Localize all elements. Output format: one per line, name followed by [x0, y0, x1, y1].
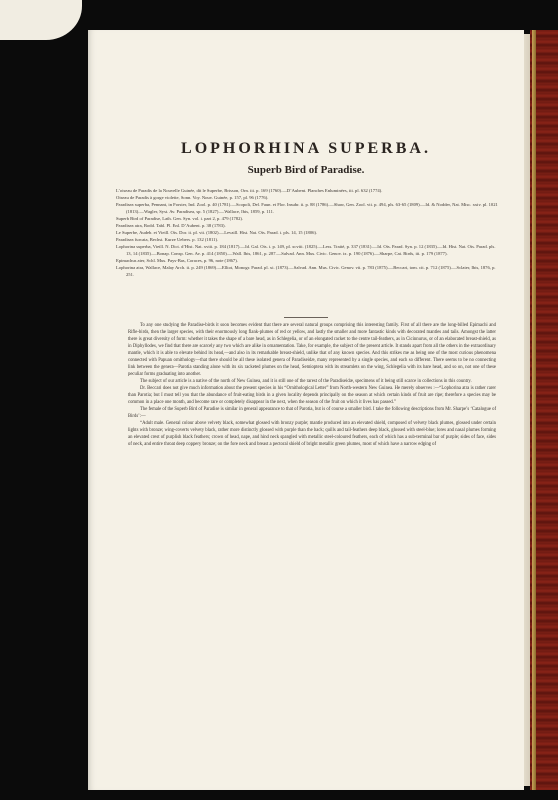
body-paragraph: The female of the Superb Bird of Paradise is similar in general appearance to that of Parotia, but is of course a smaller bird. I take the following descriptions from Mr. Sharpe’s ‘Catalogue of Birds’:— — [128, 407, 496, 419]
body-paragraph: The subject of our article is a native of the north of New Guinea, and it is still one of the rarest of the Paradiseidæ, specimens of it being still scarce in collections in this country. — [140, 379, 472, 384]
page-title: LOPHORHINA SUPERBA. — [181, 140, 431, 157]
page-subtitle: Superb Bird of Paradise. — [247, 164, 365, 176]
synonymy-entry: Paradisea superba, Pennant, in Forster, Ind. Zool. p. 40 (1781).—Scopoli, Del. Faun. et Flor. Insubr. ii. p. 88 (1786).—Shaw, Gen. Zool. vii. p. 494, pls. 63-65 (1809).—Id. & Nodder, Nat. Misc. xxiv. pl. 1021 (1813).—Wagler, Syst. Av. Paradisea, sp. 5 (1827).—Wallace, Ibis, 1859, p. 111. — [116, 202, 498, 214]
synonymy-entry: Superb Bird of Paradise, Lath. Gen. Syn. vol. i. part 2, p. 479 (1782). — [116, 216, 244, 221]
book-page — [88, 30, 524, 790]
body-paragraph: “Adult male. General colour above velvety black, somewhat glossed with bronzy purple; mantle produced into an elevated shield, composed of velvety black plumes, glossed under certain lights with bronze; wing-coverts velvety black, rather more distinctly glossed with purple than the back; quills and tail-feathers deep black, glossed with steel-blue; lores and nasal plumes forming an elevated crest of purplish black feathers; crown of head, nape, and hind neck spangled with metallic steel-coloured feathers, each of which has a sub-terminal bar of purple; sides of face, sides of neck, and entire throat deep coppery bronze; on the fore neck and breast a pectoral shield of bright metallic green plumes, most of which have a narrow edging of — [128, 421, 496, 447]
book-cover-edge — [530, 30, 558, 790]
synonymy-entry: Le Superbe, Audeb. et Vieill. Ois. Dor. ii. pl. vii. (1802).—Levaill. Hist. Nat. Ois. Parad. i. pls. 14, 15 (1806). — [116, 230, 318, 235]
synonymy-entry: Lophorina atra, Wallace, Malay Arch. ii. p. 249 (1869).—Elliot, Monogr. Parad. pl. xi. (1873).—Salvad. Ann. Mus. Civic. Genov. vii. p. 783 (1875).—Beccari, tom. cit. p. 712 (1875).—Sclater, Ibis, 1876, p. 251. — [116, 265, 496, 277]
page-content — [88, 30, 524, 790]
synonymy-entry: Lophorina superba, Vieill. N. Dict. d’Hist. Nat. xviii. p. 184 (1817).—Id. Gal. Ois. i. p. 149, pl. xcviii. (1825).—Less. Traité, p. 337 (1831).—Id. Ois. Parad. Syn. p. 12 (1835).—Id. Hist. Nat. Ois. Parad. pls. 13, 14 (1835).—Bonap. Consp. Gen. Av. p. 414 (1850).—Wall. Ibis, 1861, p. 287.—Salvad. Ann. Mus. Civic. Genov. ix. p. 190 (1876).—Sharpe, Cat. Birds, iii. p. 179 (1877). — [116, 244, 496, 256]
article-body — [128, 322, 496, 448]
body-paragraph: To any one studying the Paradise-birds it soon becomes evident that there are several natural groups comprising this interesting family. First of all there are the long-billed Epimachi and Rifle-birds, then the larger species, with their enormously long flank-plumes of red or yellow, and lastly the smaller and more fantastic kinds with decorated mantles and tails. Amongst the latter there is great diversity of form: whether it takes the shape of a bare head, as in Schlegelia, or of an elongated racket to the centre tail-feathers, as in Cicinnurus, or of an elaborated breast-shield, as in Diphyllodes, we find that there are scarcely any two which are alike in ornamentation. Take, for example, the subject of the present article. It stands apart from all the others in the extraordinary mantle, which it is able to elevate behind its head,—and also in its remarkable breast-shield, unlike that of any known species. And this strikes me as being one of the most curious phenomena connected with Papuan ornithology—that there should be all these isolated genera of Paradiseidæ, many represented by a single species, and each so different. There seems to be no connecting link between the genera—Parotia standing alone with its six racketed plumes on the head, Semioptera with its streamlets on the wing, Schlegelia with its bare head, and so on, not one of these peculiar forms graduating into another. — [128, 323, 496, 377]
book — [88, 30, 558, 790]
section-divider — [284, 317, 328, 318]
synonymy-entry: Oiseau de Paradis à gorge violette, Sonn. Voy. Nouv. Guinée, p. 157, pl. 96 (1776). — [116, 195, 269, 200]
synonymy-entry: Paradisea furcata, Bechst. Kurze Uebers. p. 132 (1811). — [116, 237, 219, 242]
previous-page-corner — [0, 0, 82, 40]
synonymy-entry: Paradisea atra, Bodd. Tabl. Pl. Enl. D’Aubent. p. 38 (1783). — [116, 223, 226, 228]
synonymy-entry: L’oiseau de Paradis de la Nouvelle Guinée, dit le Superbe, Brisson, Orn. iii. p. 169 (1760).—D’Aubent. Planches Enluminées, iii. pl. 632 (1774). — [116, 188, 383, 193]
synonymy-list — [116, 187, 502, 278]
body-paragraph: Dr. Beccari does not give much information about the present species in his “Ornithological Letter” from North-western New Guinea. He merely observes :—“Lophorina atra is rather rarer than Parotia; but I must tell you that the abundance of fruit-eating birds in a given locality depends principally on the season at which certain kinds of fruit are ripe; therefore a species may be common in a place one month, and become rare or completely disappear in the next, when the season of the fruit on which it lives has passed.” — [128, 386, 496, 405]
synonymy-entry: Epimachus ater, Schl. Mus. Pays-Bas, Coraces, p. 96, note (1867). — [116, 258, 238, 263]
